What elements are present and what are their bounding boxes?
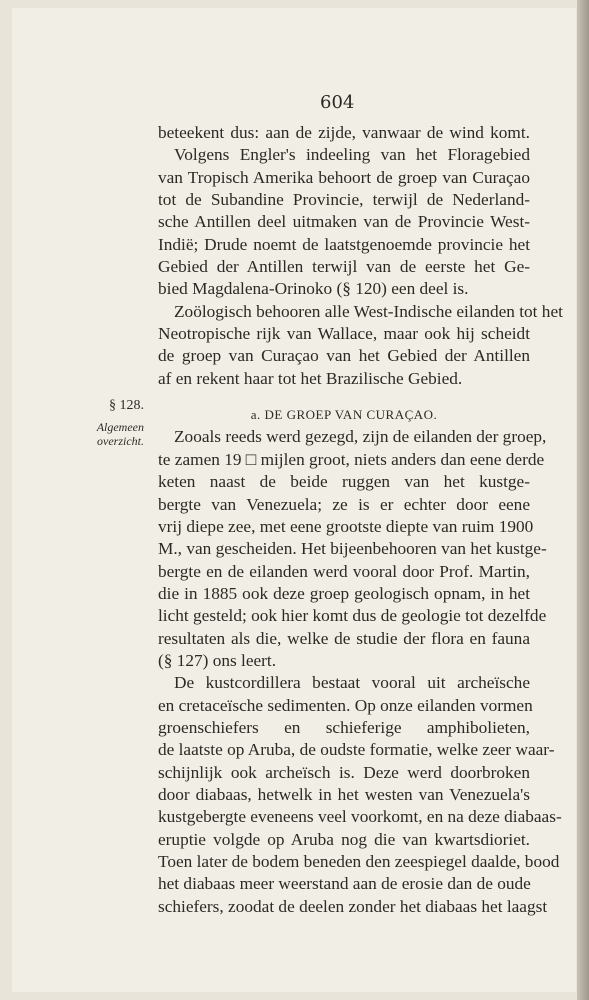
text-line: schiefers, zoodat de deelen zonder het diabaas het laagst — [158, 896, 548, 916]
text-line: de groep van Curaçao van het Gebied der Antillen — [158, 346, 530, 366]
text-line: en cretaceïsche sedimenten. Op onze eilanden vormen — [158, 695, 533, 715]
text-line: het diabaas meer weerstand aan de erosie dan de oude — [158, 874, 531, 894]
text-line: Gebied der Antillen terwijl van de eerste het Ge- — [158, 257, 530, 277]
page-number: 604 — [320, 92, 355, 113]
text-line: Indië; Drude noemt de laatstgenoemde provincie het — [158, 234, 530, 254]
text-line: Volgens Engler's indeeling van het Floragebied — [174, 145, 530, 165]
text-line: Zooals reeds werd gezegd, zijn de eilanden der groep, — [174, 427, 547, 447]
text-line: beteekent dus: aan de zijde, vanwaar de wind komt. — [158, 123, 530, 142]
body-text — [158, 122, 563, 918]
text-line: licht gesteld; ook hier komt dus de geologie tot dezelfde — [158, 606, 547, 626]
text-line: M., van gescheiden. Het bijeenbehooren van het kustge- — [158, 539, 547, 559]
text-line: Zoölogisch behooren alle West-Indische eilanden tot het — [174, 301, 563, 321]
text-line: schijnlijk ook archeïsch is. Deze werd doorbroken — [158, 762, 530, 782]
text-line: die in 1885 ook deze groep geologisch opnam, in het — [158, 583, 530, 603]
text-line: van Tropisch Amerika behoort de groep van Curaçao — [158, 167, 530, 187]
book-spine-edge — [577, 0, 589, 1000]
text-line: eruptie volgde op Aruba nog die van kwartsdioriet. — [158, 829, 530, 849]
text-line: de laatste op Aruba, de oudste formatie, welke zeer waar- — [158, 740, 555, 760]
text-line: kustgebergte eveneens veel voorkomt, en na deze diabaas- — [158, 807, 562, 827]
text-line: te zamen 19 □ mijlen groot, niets anders dan eene derde — [158, 449, 545, 469]
text-line: groenschiefers en schieferige amphibolieten, — [158, 717, 530, 737]
section-heading: a. DE GROEP VAN CURAÇAO. — [250, 407, 438, 423]
text-line: Neotropische rijk van Wallace, maar ook hij scheidt — [158, 324, 530, 344]
margin-note-section: § 128. — [109, 398, 144, 413]
text-line: door diabaas, hetwelk in het westen van Venezuela's — [158, 784, 530, 804]
text-line: sche Antillen deel uitmaken van de Provincie West- — [158, 212, 530, 232]
text-line: De kustcordillera bestaat vooral uit archeïsche — [174, 673, 530, 693]
text-line: tot de Subandine Provincie, terwijl de Nederland- — [158, 190, 530, 210]
text-line: bergte en de eilanden werd vooral door Prof. Martin, — [158, 561, 530, 581]
text-line: keten naast de beide ruggen van het kustge- — [158, 472, 530, 492]
margin-note-topic: Algemeen — [96, 420, 144, 434]
text-line: (§ 127) ons leert. — [158, 650, 277, 670]
text-line: bergte van Venezuela; ze is er echter door eene — [158, 494, 530, 514]
text-line: resultaten als die, welke de studie der flora en fauna — [158, 628, 530, 648]
text-line: af en rekent haar tot het Brazilische Gebied. — [158, 368, 463, 388]
text-line: Toen later de bodem beneden den zeespiegel daalde, bood — [158, 852, 560, 871]
text-line: vrij diepe zee, met eene grootste diepte van ruim 1900 — [158, 516, 534, 536]
margin-note-topic-2: overzicht. — [97, 434, 144, 448]
text-line: bied Magdalena-Orinoko (§ 120) een deel is. — [158, 279, 469, 299]
